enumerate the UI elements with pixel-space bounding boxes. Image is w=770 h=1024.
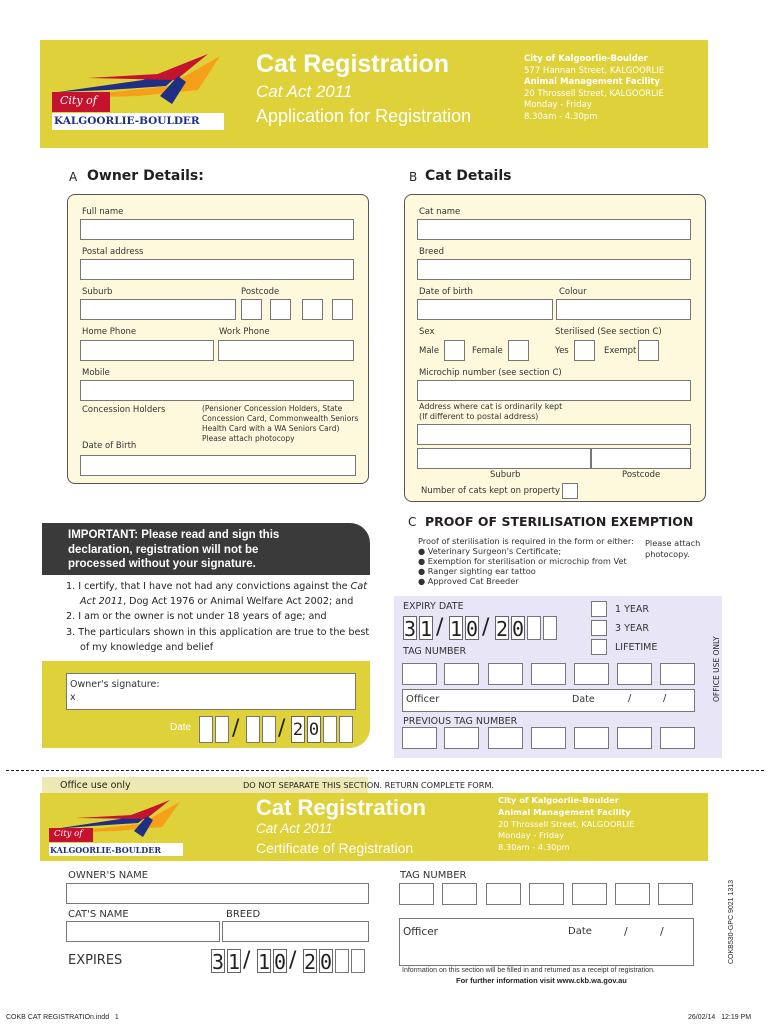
suburb-field[interactable] — [80, 299, 236, 320]
cert-officer-field[interactable] — [399, 918, 694, 966]
cert-date-slash-2: / — [660, 925, 664, 938]
sterilised-exempt-checkbox[interactable] — [638, 340, 659, 361]
expires-label: EXPIRES — [68, 953, 123, 968]
further-info: For further information visit www.ckb.wa.gov.au — [456, 976, 627, 985]
section-b-letter: B — [409, 170, 418, 184]
tag-box-3[interactable] — [488, 663, 523, 685]
declaration-item-1-cont-italic: Act 2011 — [80, 596, 124, 608]
expires-digit-3: 1 — [258, 950, 271, 974]
concession-note-line-3: Health Card with a WA Seniors Card) — [202, 424, 340, 433]
prev-tag-box-4[interactable] — [531, 727, 566, 749]
sign-month-1[interactable] — [246, 716, 260, 743]
cat-dob-label: Date of birth — [419, 287, 473, 297]
tag-box-7[interactable] — [660, 663, 695, 685]
expires-digit-2: 1 — [228, 950, 241, 974]
expires-digit-1: 3 — [212, 950, 225, 974]
lifetime-label: LIFETIME — [615, 642, 658, 653]
sterilisation-intro: Proof of sterilisation is required in the form or either: — [418, 536, 634, 546]
owner-heading: Owner Details: — [87, 168, 204, 184]
female-label: Female — [472, 346, 503, 356]
section-c-letter: C — [408, 515, 417, 529]
expiry-digit-1: 3 — [404, 617, 417, 641]
attach-line-1: Please attach — [645, 538, 701, 548]
important-line-2: declaration, registration will not be — [68, 543, 259, 556]
cut-office-use-only: Office use only — [60, 780, 131, 791]
declaration-item-1-italic: Cat — [350, 581, 367, 592]
office-officer-field[interactable] — [402, 689, 695, 712]
attach-line-2: photocopy. — [645, 548, 690, 559]
full-name-field[interactable] — [80, 219, 354, 240]
declaration-date-label: Date — [170, 722, 192, 733]
cert-breed-label: BREED — [226, 909, 261, 920]
expiry-digit-3: 1 — [450, 617, 463, 641]
expiry-slash-2: / — [482, 615, 490, 640]
sterilisation-text — [418, 536, 634, 586]
address-kept-label — [419, 402, 562, 422]
side-code: COKB530-GPC 9021 1313 — [728, 879, 735, 964]
cert-addr-street: 20 Throssell Street, KALGOORLIE — [498, 818, 635, 829]
expires-digit-5: 2 — [304, 950, 317, 974]
female-checkbox[interactable] — [508, 340, 529, 361]
office-use-vertical — [700, 600, 722, 710]
sterilisation-item-1-text: Veterinary Surgeon's Certificate; — [427, 546, 562, 556]
declaration-item-3: 3. The particulars shown in this application are true to the best — [66, 626, 370, 638]
number-kept-field[interactable] — [562, 483, 578, 499]
sign-day-1[interactable] — [199, 716, 213, 743]
expires-digit-6: 0 — [320, 950, 333, 974]
info-note: Information on this section will be filled in and returned as a receipt of registration. — [402, 967, 655, 974]
concession-note-line-4: Please attach photocopy — [202, 434, 295, 443]
prev-tag-box-6[interactable] — [617, 727, 652, 749]
cat-dob-field[interactable] — [417, 299, 553, 320]
sign-year-3[interactable] — [323, 716, 337, 743]
certificate-act: Cat Act 2011 — [256, 821, 333, 836]
cert-addr-days: Monday - Friday — [498, 830, 565, 841]
prev-tag-box-5[interactable] — [574, 727, 609, 749]
cat-heading: Cat Details — [425, 168, 512, 184]
certificate-address — [498, 795, 634, 854]
mobile-label: Mobile — [82, 368, 110, 378]
cats-name-field[interactable] — [66, 921, 220, 942]
male-checkbox[interactable] — [444, 340, 465, 361]
microchip-label: Microchip number (see section C) — [419, 368, 562, 378]
cert-tag-box-7[interactable] — [658, 883, 693, 905]
cats-name-label: CAT'S NAME — [68, 909, 129, 920]
sign-day-2[interactable] — [215, 716, 229, 743]
prev-tag-box-2[interactable] — [444, 727, 479, 749]
sterilisation-item-3-text: Ranger sighting ear tattoo — [427, 566, 536, 576]
council-logo — [48, 52, 228, 132]
cert-tag-box-1[interactable] — [399, 883, 434, 905]
work-phone-label: Work Phone — [219, 327, 270, 337]
expires-digit-4: 0 — [274, 950, 287, 974]
expiry-digit-4: 0 — [466, 617, 479, 641]
address-suburb-label: Suburb — [490, 470, 521, 480]
expires-digit-7[interactable] — [335, 949, 349, 973]
concession-note-line-1: (Pensioner Concession Holders, State — [202, 404, 343, 413]
sign-year-4[interactable] — [339, 716, 353, 743]
important-line-1: IMPORTANT: Please read and sign this — [68, 529, 280, 541]
owners-name-label: OWNER'S NAME — [68, 870, 149, 881]
address-postcode-label: Postcode — [622, 470, 661, 480]
declaration-item-2: 2. I am or the owner is not under 18 years of age; and — [66, 611, 327, 623]
previous-tag-label: PREVIOUS TAG NUMBER — [403, 716, 518, 727]
concession-holders-label: Concession Holders — [82, 405, 166, 415]
sterilisation-item-3: ● Ranger sighting ear tattoo — [418, 566, 536, 576]
cert-tag-box-2[interactable] — [442, 883, 477, 905]
logo-city-of: City of — [60, 94, 97, 107]
footer-timestamp: 26/02/14 12:19 PM — [688, 1014, 752, 1021]
important-line-3: processed without your signature. — [68, 558, 256, 570]
one-year-label: 1 YEAR — [615, 604, 649, 615]
three-year-label: 3 YEAR — [615, 623, 649, 634]
postcode-label: Postcode — [241, 287, 280, 297]
expiry-slash-1: / — [436, 615, 444, 640]
sterilised-yes-checkbox[interactable] — [574, 340, 595, 361]
sterilisation-attach — [645, 538, 700, 559]
declaration-item-1-text: 1. I certify, that I have not had any convictions against the — [66, 581, 351, 592]
cert-tag-box-4[interactable] — [529, 883, 564, 905]
office-date-label: Date — [572, 694, 595, 705]
postcode-digit-1[interactable] — [241, 299, 262, 320]
certificate-title: Cat Registration — [256, 795, 426, 820]
tag-box-5[interactable] — [574, 663, 609, 685]
important-text — [68, 528, 279, 572]
postal-address-field[interactable] — [80, 259, 354, 280]
owner-dob-field[interactable] — [80, 455, 356, 476]
cert-addr-facility: Animal Management Facility — [498, 806, 631, 817]
address-kept-field[interactable] — [417, 424, 691, 445]
cat-name-label: Cat name — [419, 207, 461, 217]
colour-field[interactable] — [556, 299, 691, 320]
addr-facility: Animal Management Facility — [524, 77, 660, 87]
address-kept-line-2: (If different to postal address) — [419, 412, 539, 421]
footer-file: COKB CAT REGISTRATIOn.indd 1 — [6, 1014, 119, 1021]
sterilisation-item-1: ● Veterinary Surgeon's Certificate; — [418, 546, 562, 556]
yes-label: Yes — [555, 346, 569, 356]
cert-officer-label: Officer — [403, 926, 438, 938]
concession-note-line-2: Concession Card, Commonwealth Seniors — [202, 414, 359, 423]
exempt-label: Exempt — [604, 346, 637, 356]
expires-slash-1: / — [243, 948, 251, 973]
council-address — [524, 54, 664, 123]
cut-line — [6, 770, 764, 771]
prev-tag-box-3[interactable] — [488, 727, 523, 749]
address-kept-postcode-field[interactable] — [591, 448, 691, 469]
breed-field[interactable] — [417, 259, 691, 280]
postcode-digit-2[interactable] — [270, 299, 291, 320]
side-code-wrap — [728, 862, 742, 966]
do-not-separate: DO NOT SEPARATE THIS SECTION. RETURN COMPLETE FORM. — [243, 780, 495, 790]
expiry-digit-6: 0 — [512, 617, 525, 641]
cert-tag-box-5[interactable] — [572, 883, 607, 905]
sterilisation-item-2: ● Exemption for sterilisation or microchip from Vet — [418, 556, 627, 566]
declaration-item-3-cont: of my knowledge and belief — [80, 641, 214, 653]
expiry-digit-2: 1 — [420, 617, 433, 641]
suburb-label: Suburb — [82, 287, 113, 297]
tag-box-6[interactable] — [617, 663, 652, 685]
sterilisation-item-4-text: Approved Cat Breeder — [427, 576, 519, 586]
expiry-date-label: EXPIRY DATE — [403, 601, 464, 612]
sign-year-1: 2 — [291, 716, 305, 743]
expiry-digit-7[interactable] — [527, 616, 541, 640]
section-a-letter: A — [69, 170, 78, 184]
cert-addr-council: City of Kalgoorlie-Boulder — [498, 795, 619, 805]
sign-year-2: 0 — [307, 716, 321, 743]
prev-tag-box-7[interactable] — [660, 727, 695, 749]
sterilisation-item-4: ● Approved Cat Breeder — [418, 576, 519, 586]
sterilisation-heading: PROOF OF STERILISATION EXEMPTION — [425, 514, 694, 529]
cert-tag-box-3[interactable] — [486, 883, 521, 905]
certificate-logo — [46, 799, 186, 857]
logo-name: KALGOORLIE-BOULDER — [54, 115, 200, 127]
number-kept-label: Number of cats kept on property — [421, 486, 561, 496]
page-title: Cat Registration — [256, 50, 450, 78]
cert-breed-field[interactable] — [222, 921, 369, 942]
certificate-subtitle: Certificate of Registration — [256, 840, 414, 856]
addr-hours: 8.30am - 4.30pm — [524, 111, 598, 122]
address-kept-suburb-field[interactable] — [417, 448, 591, 469]
sterilisation-item-2-text: Exemption for sterilisation or microchip from Vet — [427, 556, 627, 566]
declaration-list — [66, 579, 369, 655]
cert-logo-city-of: City of — [54, 829, 83, 839]
male-label: Male — [419, 346, 440, 356]
sex-label: Sex — [419, 327, 435, 337]
sterilised-label: Sterilised (See section C) — [555, 327, 662, 337]
mobile-field[interactable] — [80, 380, 354, 401]
declaration-item-1 — [66, 579, 369, 594]
cert-logo-name: KALGOORLIE-BOULDER — [50, 845, 161, 855]
work-phone-field[interactable] — [218, 340, 354, 361]
office-date-slash-2: / — [663, 693, 667, 704]
postal-address-label: Postal address — [82, 247, 144, 257]
signature-x: x — [70, 692, 76, 703]
sign-date-slash-2: / — [278, 716, 286, 741]
addr-facility-street: 20 Throssell Street, KALGOORLIE — [524, 88, 664, 99]
breed-label: Breed — [419, 247, 444, 257]
signature-label: Owner's signature: — [70, 679, 160, 690]
expires-slash-2: / — [289, 948, 297, 973]
microchip-field[interactable] — [417, 380, 691, 401]
declaration-item-1-cont — [66, 594, 369, 609]
concession-note — [202, 404, 358, 444]
application-subtitle: Application for Registration — [256, 106, 472, 126]
addr-council: City of Kalgoorlie-Boulder — [524, 54, 648, 64]
one-year-checkbox[interactable] — [591, 601, 607, 617]
sign-date-slash-1: / — [232, 716, 240, 741]
owners-name-field[interactable] — [66, 883, 369, 904]
tag-box-1[interactable] — [402, 663, 437, 685]
cert-date-slash-1: / — [624, 925, 628, 938]
cert-tag-box-6[interactable] — [615, 883, 650, 905]
tag-number-label: TAG NUMBER — [403, 646, 467, 657]
cert-date-label: Date — [568, 926, 592, 937]
colour-label: Colour — [559, 287, 587, 297]
three-year-checkbox[interactable] — [591, 620, 607, 636]
sign-month-2[interactable] — [262, 716, 276, 743]
office-officer-label: Officer — [406, 694, 440, 705]
prev-tag-box-1[interactable] — [402, 727, 437, 749]
tag-box-2[interactable] — [444, 663, 479, 685]
expiry-digit-8[interactable] — [543, 616, 557, 640]
lifetime-checkbox[interactable] — [591, 639, 607, 655]
full-name-label: Full name — [82, 207, 124, 217]
owner-dob-label: Date of Birth — [82, 441, 137, 451]
address-kept-line-1: Address where cat is ordinarily kept — [419, 402, 563, 411]
declaration-item-1-cont-text: , Dog Act 1976 or Animal Welfare Act 2002; and — [123, 596, 354, 608]
office-date-slash-1: / — [628, 693, 632, 704]
expires-digit-8[interactable] — [351, 949, 365, 973]
expiry-digit-5: 2 — [496, 617, 509, 641]
cert-addr-hours: 8.30am - 4.30pm — [498, 842, 570, 853]
office-use-vertical-text: OFFICE USE ONLY — [712, 636, 721, 702]
cat-name-field[interactable] — [417, 219, 691, 240]
postcode-digit-3[interactable] — [302, 299, 323, 320]
tag-box-4[interactable] — [531, 663, 566, 685]
addr-street: 577 Hannan Street, KALGOORLIE — [524, 65, 665, 76]
addr-days: Monday - Friday — [524, 100, 592, 110]
home-phone-field[interactable] — [80, 340, 214, 361]
home-phone-label: Home Phone — [82, 327, 137, 337]
postcode-digit-4[interactable] — [332, 299, 353, 320]
cert-tag-number-label: TAG NUMBER — [400, 870, 467, 881]
act-subtitle: Cat Act 2011 — [256, 82, 353, 101]
